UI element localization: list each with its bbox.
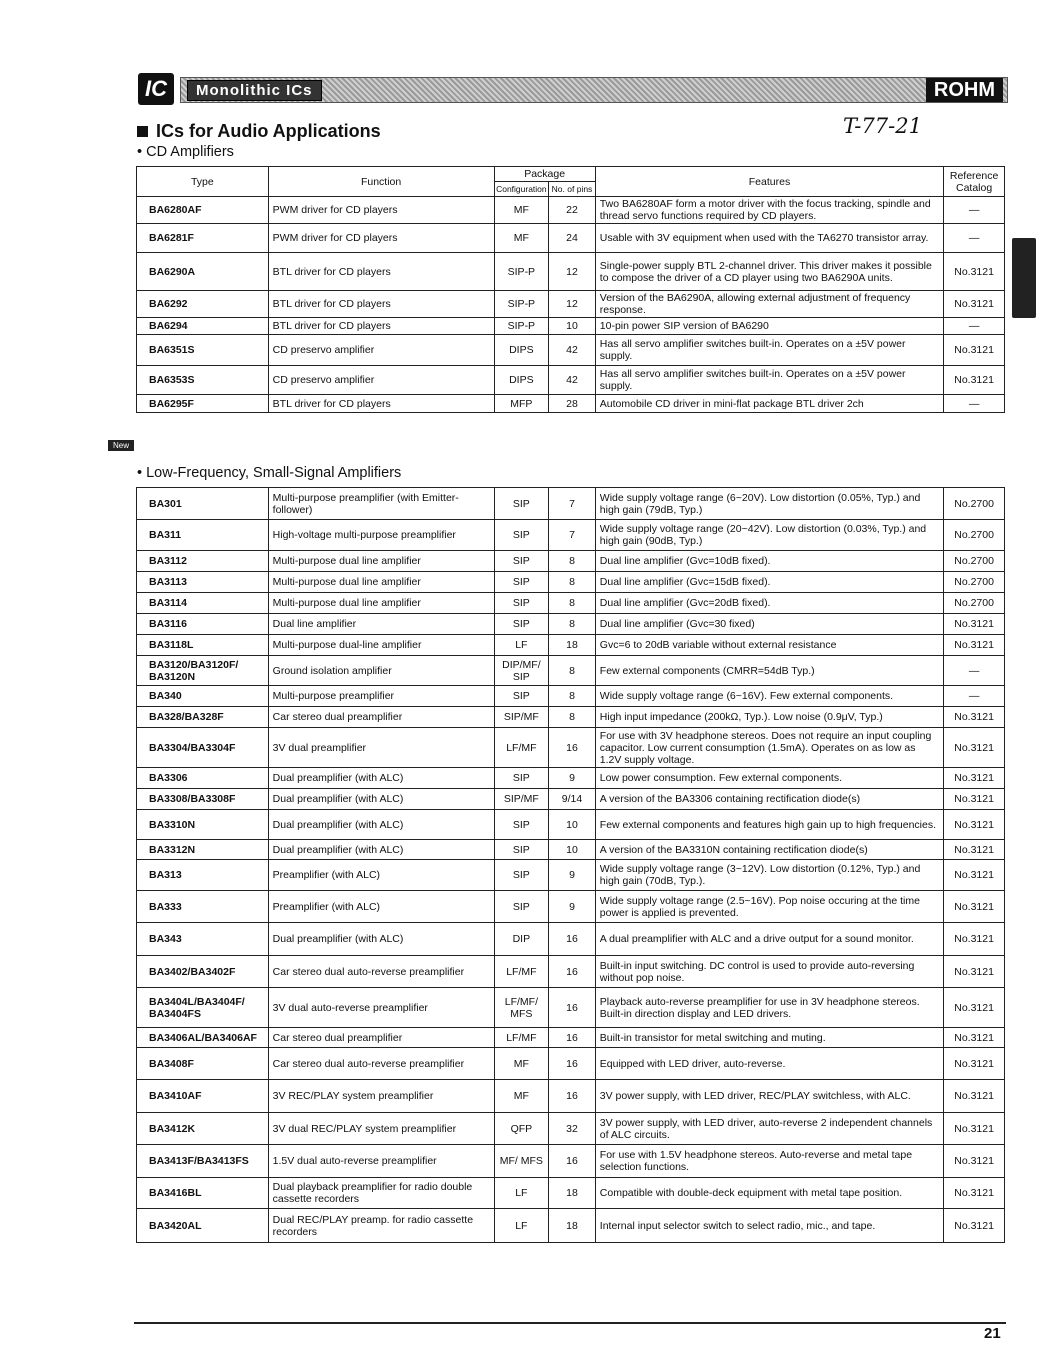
reference-cell: — bbox=[944, 197, 1005, 224]
configuration-cell: SIP bbox=[494, 572, 549, 593]
type-cell: BA3410AF bbox=[137, 1080, 269, 1113]
table-row bbox=[137, 789, 1005, 810]
features-cell: Built-in input switching. DC control is used to provide auto-reversing without pop noise. bbox=[595, 956, 943, 988]
type-cell: BA311 bbox=[137, 520, 269, 551]
reference-cell: No.3121 bbox=[944, 1178, 1005, 1209]
function-cell: BTL driver for CD players bbox=[268, 318, 494, 335]
reference-cell: No.3121 bbox=[944, 366, 1005, 395]
features-cell: 10-pin power SIP version of BA6290 bbox=[595, 318, 943, 335]
pins-cell: 18 bbox=[549, 635, 596, 656]
configuration-cell: MF/ MFS bbox=[494, 1145, 549, 1178]
pins-cell: 8 bbox=[549, 656, 596, 686]
configuration-cell: LF bbox=[494, 1209, 549, 1243]
configuration-cell: SIP bbox=[494, 520, 549, 551]
table-row bbox=[137, 686, 1005, 707]
configuration-cell: SIP-P bbox=[494, 291, 549, 318]
table-row bbox=[137, 614, 1005, 635]
features-cell: Few external components and features high gain up to high frequencies. bbox=[595, 810, 943, 840]
pins-cell: 8 bbox=[549, 707, 596, 728]
table-row bbox=[137, 224, 1005, 253]
reference-cell: No.2700 bbox=[944, 593, 1005, 614]
type-cell: BA3402/BA3402F bbox=[137, 956, 269, 988]
configuration-cell: SIP/MF bbox=[494, 707, 549, 728]
pins-cell: 8 bbox=[549, 686, 596, 707]
function-cell: 1.5V dual auto-reverse preamplifier bbox=[268, 1145, 494, 1178]
function-cell: Ground isolation amplifier bbox=[268, 656, 494, 686]
configuration-cell: LF/MF bbox=[494, 1028, 549, 1048]
col-pins-header: No. of pins bbox=[549, 182, 596, 197]
configuration-cell: MFP bbox=[494, 395, 549, 413]
reference-cell: No.3121 bbox=[944, 840, 1005, 860]
configuration-cell: DIPS bbox=[494, 366, 549, 395]
features-cell: Dual line amplifier (Gvc=20dB fixed). bbox=[595, 593, 943, 614]
category-label: Monolithic ICs bbox=[187, 80, 322, 101]
pins-cell: 9/14 bbox=[549, 789, 596, 810]
table-row bbox=[137, 488, 1005, 520]
pins-cell: 9 bbox=[549, 891, 596, 923]
function-cell: Preamplifier (with ALC) bbox=[268, 860, 494, 891]
pins-cell: 42 bbox=[549, 366, 596, 395]
pins-cell: 8 bbox=[549, 614, 596, 635]
function-cell: Multi-purpose dual line amplifier bbox=[268, 572, 494, 593]
table-row bbox=[137, 1113, 1005, 1145]
features-cell: Built-in transistor for metal switching and muting. bbox=[595, 1028, 943, 1048]
header-banner bbox=[138, 73, 1006, 105]
configuration-cell: LF bbox=[494, 635, 549, 656]
type-cell: BA3308/BA3308F bbox=[137, 789, 269, 810]
table-row bbox=[137, 891, 1005, 923]
type-cell: BA6281F bbox=[137, 224, 269, 253]
type-cell: BA3112 bbox=[137, 551, 269, 572]
function-cell: 3V dual REC/PLAY system preamplifier bbox=[268, 1113, 494, 1145]
configuration-cell: SIP bbox=[494, 768, 549, 789]
table-row bbox=[137, 768, 1005, 789]
reference-cell: No.3121 bbox=[944, 1048, 1005, 1080]
features-cell: Usable with 3V equipment when used with the TA6270 transistor array. bbox=[595, 224, 943, 253]
configuration-cell: DIP bbox=[494, 923, 549, 956]
table-row bbox=[137, 923, 1005, 956]
configuration-cell: SIP-P bbox=[494, 253, 549, 291]
reference-cell: — bbox=[944, 656, 1005, 686]
function-cell: Dual playback preamplifier for radio double cassette recorders bbox=[268, 1178, 494, 1209]
type-cell: BA3118L bbox=[137, 635, 269, 656]
function-cell: PWM driver for CD players bbox=[268, 197, 494, 224]
reference-cell: No.3121 bbox=[944, 1113, 1005, 1145]
features-cell: Few external components (CMRR=54dB Typ.) bbox=[595, 656, 943, 686]
configuration-cell: SIP bbox=[494, 891, 549, 923]
configuration-cell: DIPS bbox=[494, 335, 549, 366]
configuration-cell: DIP/MF/ SIP bbox=[494, 656, 549, 686]
pins-cell: 18 bbox=[549, 1178, 596, 1209]
function-cell: Dual preamplifier (with ALC) bbox=[268, 768, 494, 789]
function-cell: Car stereo dual auto-reverse preamplifier bbox=[268, 1048, 494, 1080]
function-cell: Dual preamplifier (with ALC) bbox=[268, 840, 494, 860]
pins-cell: 8 bbox=[549, 551, 596, 572]
category-band bbox=[180, 77, 1008, 103]
type-cell: BA3310N bbox=[137, 810, 269, 840]
function-cell: Multi-purpose dual-line amplifier bbox=[268, 635, 494, 656]
features-cell: Dual line amplifier (Gvc=10dB fixed). bbox=[595, 551, 943, 572]
reference-cell: No.3121 bbox=[944, 291, 1005, 318]
type-cell: BA3408F bbox=[137, 1048, 269, 1080]
brand-logo: ROHM bbox=[926, 78, 1003, 102]
function-cell: BTL driver for CD players bbox=[268, 395, 494, 413]
pins-cell: 18 bbox=[549, 1209, 596, 1243]
features-cell: Wide supply voltage range (6~16V). Few external components. bbox=[595, 686, 943, 707]
features-cell: High input impedance (200kΩ, Typ.). Low noise (0.9μV, Typ.) bbox=[595, 707, 943, 728]
table-row bbox=[137, 840, 1005, 860]
square-bullet-icon bbox=[137, 126, 148, 137]
configuration-cell: MF bbox=[494, 197, 549, 224]
configuration-cell: MF bbox=[494, 224, 549, 253]
pins-cell: 10 bbox=[549, 318, 596, 335]
bottom-rule bbox=[134, 1322, 1006, 1324]
configuration-cell: MF bbox=[494, 1080, 549, 1113]
type-cell: BA6353S bbox=[137, 366, 269, 395]
function-cell: Dual REC/PLAY preamp. for radio cassette recorders bbox=[268, 1209, 494, 1243]
type-cell: BA3306 bbox=[137, 768, 269, 789]
function-cell: BTL driver for CD players bbox=[268, 253, 494, 291]
pins-cell: 12 bbox=[549, 253, 596, 291]
function-cell: Dual preamplifier (with ALC) bbox=[268, 789, 494, 810]
features-cell: Has all servo amplifier switches built-in. Operates on a ±5V power supply. bbox=[595, 335, 943, 366]
type-cell: BA313 bbox=[137, 860, 269, 891]
pins-cell: 7 bbox=[549, 488, 596, 520]
features-cell: Version of the BA6290A, allowing external adjustment of frequency response. bbox=[595, 291, 943, 318]
type-cell: BA3404L/BA3404F/ BA3404FS bbox=[137, 988, 269, 1028]
features-cell: Compatible with double-deck equipment with metal tape position. bbox=[595, 1178, 943, 1209]
features-cell: Internal input selector switch to select radio, mic., and tape. bbox=[595, 1209, 943, 1243]
section-title-cd: • CD Amplifiers bbox=[137, 144, 234, 160]
reference-cell: No.3121 bbox=[944, 768, 1005, 789]
reference-cell: No.3121 bbox=[944, 707, 1005, 728]
pins-cell: 8 bbox=[549, 572, 596, 593]
pins-cell: 10 bbox=[549, 810, 596, 840]
table-row bbox=[137, 956, 1005, 988]
section-title-lf: • Low-Frequency, Small-Signal Amplifiers bbox=[137, 465, 402, 481]
type-cell: BA343 bbox=[137, 923, 269, 956]
type-cell: BA3114 bbox=[137, 593, 269, 614]
function-cell: 3V dual auto-reverse preamplifier bbox=[268, 988, 494, 1028]
features-cell: Equipped with LED driver, auto-reverse. bbox=[595, 1048, 943, 1080]
features-cell: Dual line amplifier (Gvc=15dB fixed). bbox=[595, 572, 943, 593]
configuration-cell: LF bbox=[494, 1178, 549, 1209]
table-row bbox=[137, 366, 1005, 395]
configuration-cell: SIP/MF bbox=[494, 789, 549, 810]
col-features-header: Features bbox=[595, 167, 943, 197]
type-cell: BA6351S bbox=[137, 335, 269, 366]
table-row bbox=[137, 572, 1005, 593]
pins-cell: 16 bbox=[549, 1048, 596, 1080]
reference-cell: No.3121 bbox=[944, 335, 1005, 366]
function-cell: Multi-purpose dual line amplifier bbox=[268, 551, 494, 572]
table-row bbox=[137, 728, 1005, 768]
function-cell: Dual preamplifier (with ALC) bbox=[268, 810, 494, 840]
pins-cell: 12 bbox=[549, 291, 596, 318]
reference-cell: No.2700 bbox=[944, 520, 1005, 551]
features-cell: Automobile CD driver in mini-flat package BTL driver 2ch bbox=[595, 395, 943, 413]
table-row bbox=[137, 656, 1005, 686]
type-cell: BA3406AL/BA3406AF bbox=[137, 1028, 269, 1048]
configuration-cell: SIP bbox=[494, 593, 549, 614]
pins-cell: 16 bbox=[549, 923, 596, 956]
col-type-header: Type bbox=[137, 167, 269, 197]
pins-cell: 8 bbox=[549, 593, 596, 614]
new-badge: New bbox=[108, 440, 134, 451]
reference-cell: No.3121 bbox=[944, 956, 1005, 988]
reference-cell: No.3121 bbox=[944, 789, 1005, 810]
reference-cell: No.3121 bbox=[944, 988, 1005, 1028]
reference-cell: No.3121 bbox=[944, 810, 1005, 840]
cd-table-body bbox=[137, 197, 1005, 413]
function-cell: Dual line amplifier bbox=[268, 614, 494, 635]
type-cell: BA3413F/BA3413FS bbox=[137, 1145, 269, 1178]
configuration-cell: LF/MF bbox=[494, 956, 549, 988]
lf-table-body bbox=[137, 488, 1005, 1243]
table-row bbox=[137, 318, 1005, 335]
handwritten-note: T-77-21 bbox=[843, 114, 922, 138]
configuration-cell: SIP bbox=[494, 686, 549, 707]
reference-cell: No.3121 bbox=[944, 1028, 1005, 1048]
reference-cell: No.2700 bbox=[944, 572, 1005, 593]
configuration-cell: SIP bbox=[494, 614, 549, 635]
table-row bbox=[137, 860, 1005, 891]
configuration-cell: SIP bbox=[494, 810, 549, 840]
type-cell: BA3312N bbox=[137, 840, 269, 860]
side-index-tab bbox=[1012, 238, 1036, 318]
table-row bbox=[137, 707, 1005, 728]
table-row bbox=[137, 1080, 1005, 1113]
pins-cell: 42 bbox=[549, 335, 596, 366]
type-cell: BA6292 bbox=[137, 291, 269, 318]
reference-cell: No.3121 bbox=[944, 614, 1005, 635]
col-configuration-header: Configuration bbox=[494, 182, 549, 197]
reference-cell: No.3121 bbox=[944, 1145, 1005, 1178]
function-cell: Car stereo dual preamplifier bbox=[268, 1028, 494, 1048]
pins-cell: 16 bbox=[549, 1080, 596, 1113]
type-cell: BA6290A bbox=[137, 253, 269, 291]
table-row bbox=[137, 810, 1005, 840]
function-cell: Preamplifier (with ALC) bbox=[268, 891, 494, 923]
type-cell: BA301 bbox=[137, 488, 269, 520]
col-package-header: Package bbox=[494, 167, 595, 182]
reference-cell: No.2700 bbox=[944, 488, 1005, 520]
pins-cell: 7 bbox=[549, 520, 596, 551]
configuration-cell: SIP bbox=[494, 488, 549, 520]
reference-cell: No.3121 bbox=[944, 253, 1005, 291]
page-number: 21 bbox=[984, 1325, 1001, 1342]
features-cell: For use with 1.5V headphone stereos. Auto-reverse and metal tape selection functions. bbox=[595, 1145, 943, 1178]
function-cell: 3V REC/PLAY system preamplifier bbox=[268, 1080, 494, 1113]
type-cell: BA3120/BA3120F/ BA3120N bbox=[137, 656, 269, 686]
function-cell: PWM driver for CD players bbox=[268, 224, 494, 253]
function-cell: CD preservo amplifier bbox=[268, 335, 494, 366]
features-cell: A dual preamplifier with ALC and a drive output for a sound monitor. bbox=[595, 923, 943, 956]
reference-cell: No.3121 bbox=[944, 860, 1005, 891]
function-cell: Multi-purpose preamplifier (with Emitter-follower) bbox=[268, 488, 494, 520]
features-cell: Dual line amplifier (Gvc=30 fixed) bbox=[595, 614, 943, 635]
pins-cell: 16 bbox=[549, 1145, 596, 1178]
function-cell: BTL driver for CD players bbox=[268, 291, 494, 318]
configuration-cell: SIP bbox=[494, 551, 549, 572]
pins-cell: 10 bbox=[549, 840, 596, 860]
table-row bbox=[137, 593, 1005, 614]
table-row bbox=[137, 551, 1005, 572]
features-cell: A version of the BA3310N containing rectification diode(s) bbox=[595, 840, 943, 860]
pins-cell: 16 bbox=[549, 728, 596, 768]
features-cell: Wide supply voltage range (2.5~16V). Pop noise occuring at the time power is applied is prevented. bbox=[595, 891, 943, 923]
reference-cell: — bbox=[944, 686, 1005, 707]
features-cell: Wide supply voltage range (20~42V). Low distortion (0.03%, Typ.) and high gain (90dB, Typ.) bbox=[595, 520, 943, 551]
table-row bbox=[137, 395, 1005, 413]
pins-cell: 28 bbox=[549, 395, 596, 413]
ic-logo: IC bbox=[138, 73, 174, 105]
features-cell: For use with 3V headphone stereos. Does not require an input coupling capacitor. Low current consumption (1.5mA). Operates on as low as 1.2V supply voltage. bbox=[595, 728, 943, 768]
type-cell: BA3304/BA3304F bbox=[137, 728, 269, 768]
type-cell: BA328/BA328F bbox=[137, 707, 269, 728]
configuration-cell: SIP bbox=[494, 860, 549, 891]
type-cell: BA6280AF bbox=[137, 197, 269, 224]
table-row bbox=[137, 253, 1005, 291]
table-row bbox=[137, 1209, 1005, 1243]
configuration-cell: SIP bbox=[494, 840, 549, 860]
table-row bbox=[137, 520, 1005, 551]
type-cell: BA3116 bbox=[137, 614, 269, 635]
table-row bbox=[137, 635, 1005, 656]
cd-amplifier-table bbox=[136, 166, 1005, 413]
pins-cell: 24 bbox=[549, 224, 596, 253]
table-row bbox=[137, 1178, 1005, 1209]
lf-amplifier-table bbox=[136, 487, 1005, 1243]
pins-cell: 16 bbox=[549, 1028, 596, 1048]
reference-cell: No.3121 bbox=[944, 891, 1005, 923]
features-cell: Two BA6280AF form a motor driver with the focus tracking, spindle and thread servo functions required by CD players. bbox=[595, 197, 943, 224]
features-cell: Wide supply voltage range (3~12V). Low distortion (0.12%, Typ.) and high gain (70dB, Typ.). bbox=[595, 860, 943, 891]
reference-cell: No.3121 bbox=[944, 1209, 1005, 1243]
type-cell: BA3420AL bbox=[137, 1209, 269, 1243]
table-row bbox=[137, 291, 1005, 318]
function-cell: 3V dual preamplifier bbox=[268, 728, 494, 768]
features-cell: Low power consumption. Few external components. bbox=[595, 768, 943, 789]
function-cell: Dual preamplifier (with ALC) bbox=[268, 923, 494, 956]
reference-cell: No.2700 bbox=[944, 551, 1005, 572]
pins-cell: 22 bbox=[549, 197, 596, 224]
pins-cell: 16 bbox=[549, 988, 596, 1028]
table-row bbox=[137, 197, 1005, 224]
features-cell: A version of the BA3306 containing rectification diode(s) bbox=[595, 789, 943, 810]
reference-cell: No.3121 bbox=[944, 923, 1005, 956]
reference-cell: No.3121 bbox=[944, 728, 1005, 768]
pins-cell: 9 bbox=[549, 860, 596, 891]
features-cell: Gvc=6 to 20dB variable without external resistance bbox=[595, 635, 943, 656]
features-cell: 3V power supply, with LED driver, auto-reverse 2 independent channels of ALC circuits. bbox=[595, 1113, 943, 1145]
reference-cell: No.3121 bbox=[944, 635, 1005, 656]
table-row bbox=[137, 1028, 1005, 1048]
features-cell: Playback auto-reverse preamplifier for use in 3V headphone stereos. Built-in direction display and LED drivers. bbox=[595, 988, 943, 1028]
function-cell: CD preservo amplifier bbox=[268, 366, 494, 395]
function-cell: Multi-purpose dual line amplifier bbox=[268, 593, 494, 614]
type-cell: BA6294 bbox=[137, 318, 269, 335]
type-cell: BA6295F bbox=[137, 395, 269, 413]
reference-cell: — bbox=[944, 395, 1005, 413]
type-cell: BA340 bbox=[137, 686, 269, 707]
table-row bbox=[137, 335, 1005, 366]
pins-cell: 9 bbox=[549, 768, 596, 789]
type-cell: BA3412K bbox=[137, 1113, 269, 1145]
reference-cell: — bbox=[944, 318, 1005, 335]
reference-cell: No.3121 bbox=[944, 1080, 1005, 1113]
function-cell: Multi-purpose preamplifier bbox=[268, 686, 494, 707]
type-cell: BA3113 bbox=[137, 572, 269, 593]
table-row bbox=[137, 1048, 1005, 1080]
configuration-cell: MF bbox=[494, 1048, 549, 1080]
features-cell: Single-power supply BTL 2-channel driver. This driver makes it possible to compose the driver of a CD player using two BA6290A units. bbox=[595, 253, 943, 291]
function-cell: Car stereo dual preamplifier bbox=[268, 707, 494, 728]
reference-cell: — bbox=[944, 224, 1005, 253]
features-cell: 3V power supply, with LED driver, REC/PLAY switchless, with ALC. bbox=[595, 1080, 943, 1113]
configuration-cell: QFP bbox=[494, 1113, 549, 1145]
configuration-cell: SIP-P bbox=[494, 318, 549, 335]
type-cell: BA3416BL bbox=[137, 1178, 269, 1209]
pins-cell: 32 bbox=[549, 1113, 596, 1145]
features-cell: Wide supply voltage range (6~20V). Low distortion (0.05%, Typ.) and high gain (79dB, Typ.) bbox=[595, 488, 943, 520]
configuration-cell: LF/MF bbox=[494, 728, 549, 768]
function-cell: High-voltage multi-purpose preamplifier bbox=[268, 520, 494, 551]
function-cell: Car stereo dual auto-reverse preamplifier bbox=[268, 956, 494, 988]
page-title: ICs for Audio Applications bbox=[137, 121, 381, 142]
table-row bbox=[137, 1145, 1005, 1178]
col-function-header: Function bbox=[268, 167, 494, 197]
table-row bbox=[137, 988, 1005, 1028]
features-cell: Has all servo amplifier switches built-in. Operates on a ±5V power supply. bbox=[595, 366, 943, 395]
configuration-cell: LF/MF/ MFS bbox=[494, 988, 549, 1028]
type-cell: BA333 bbox=[137, 891, 269, 923]
pins-cell: 16 bbox=[549, 956, 596, 988]
col-reference-header: Reference Catalog bbox=[944, 167, 1005, 197]
